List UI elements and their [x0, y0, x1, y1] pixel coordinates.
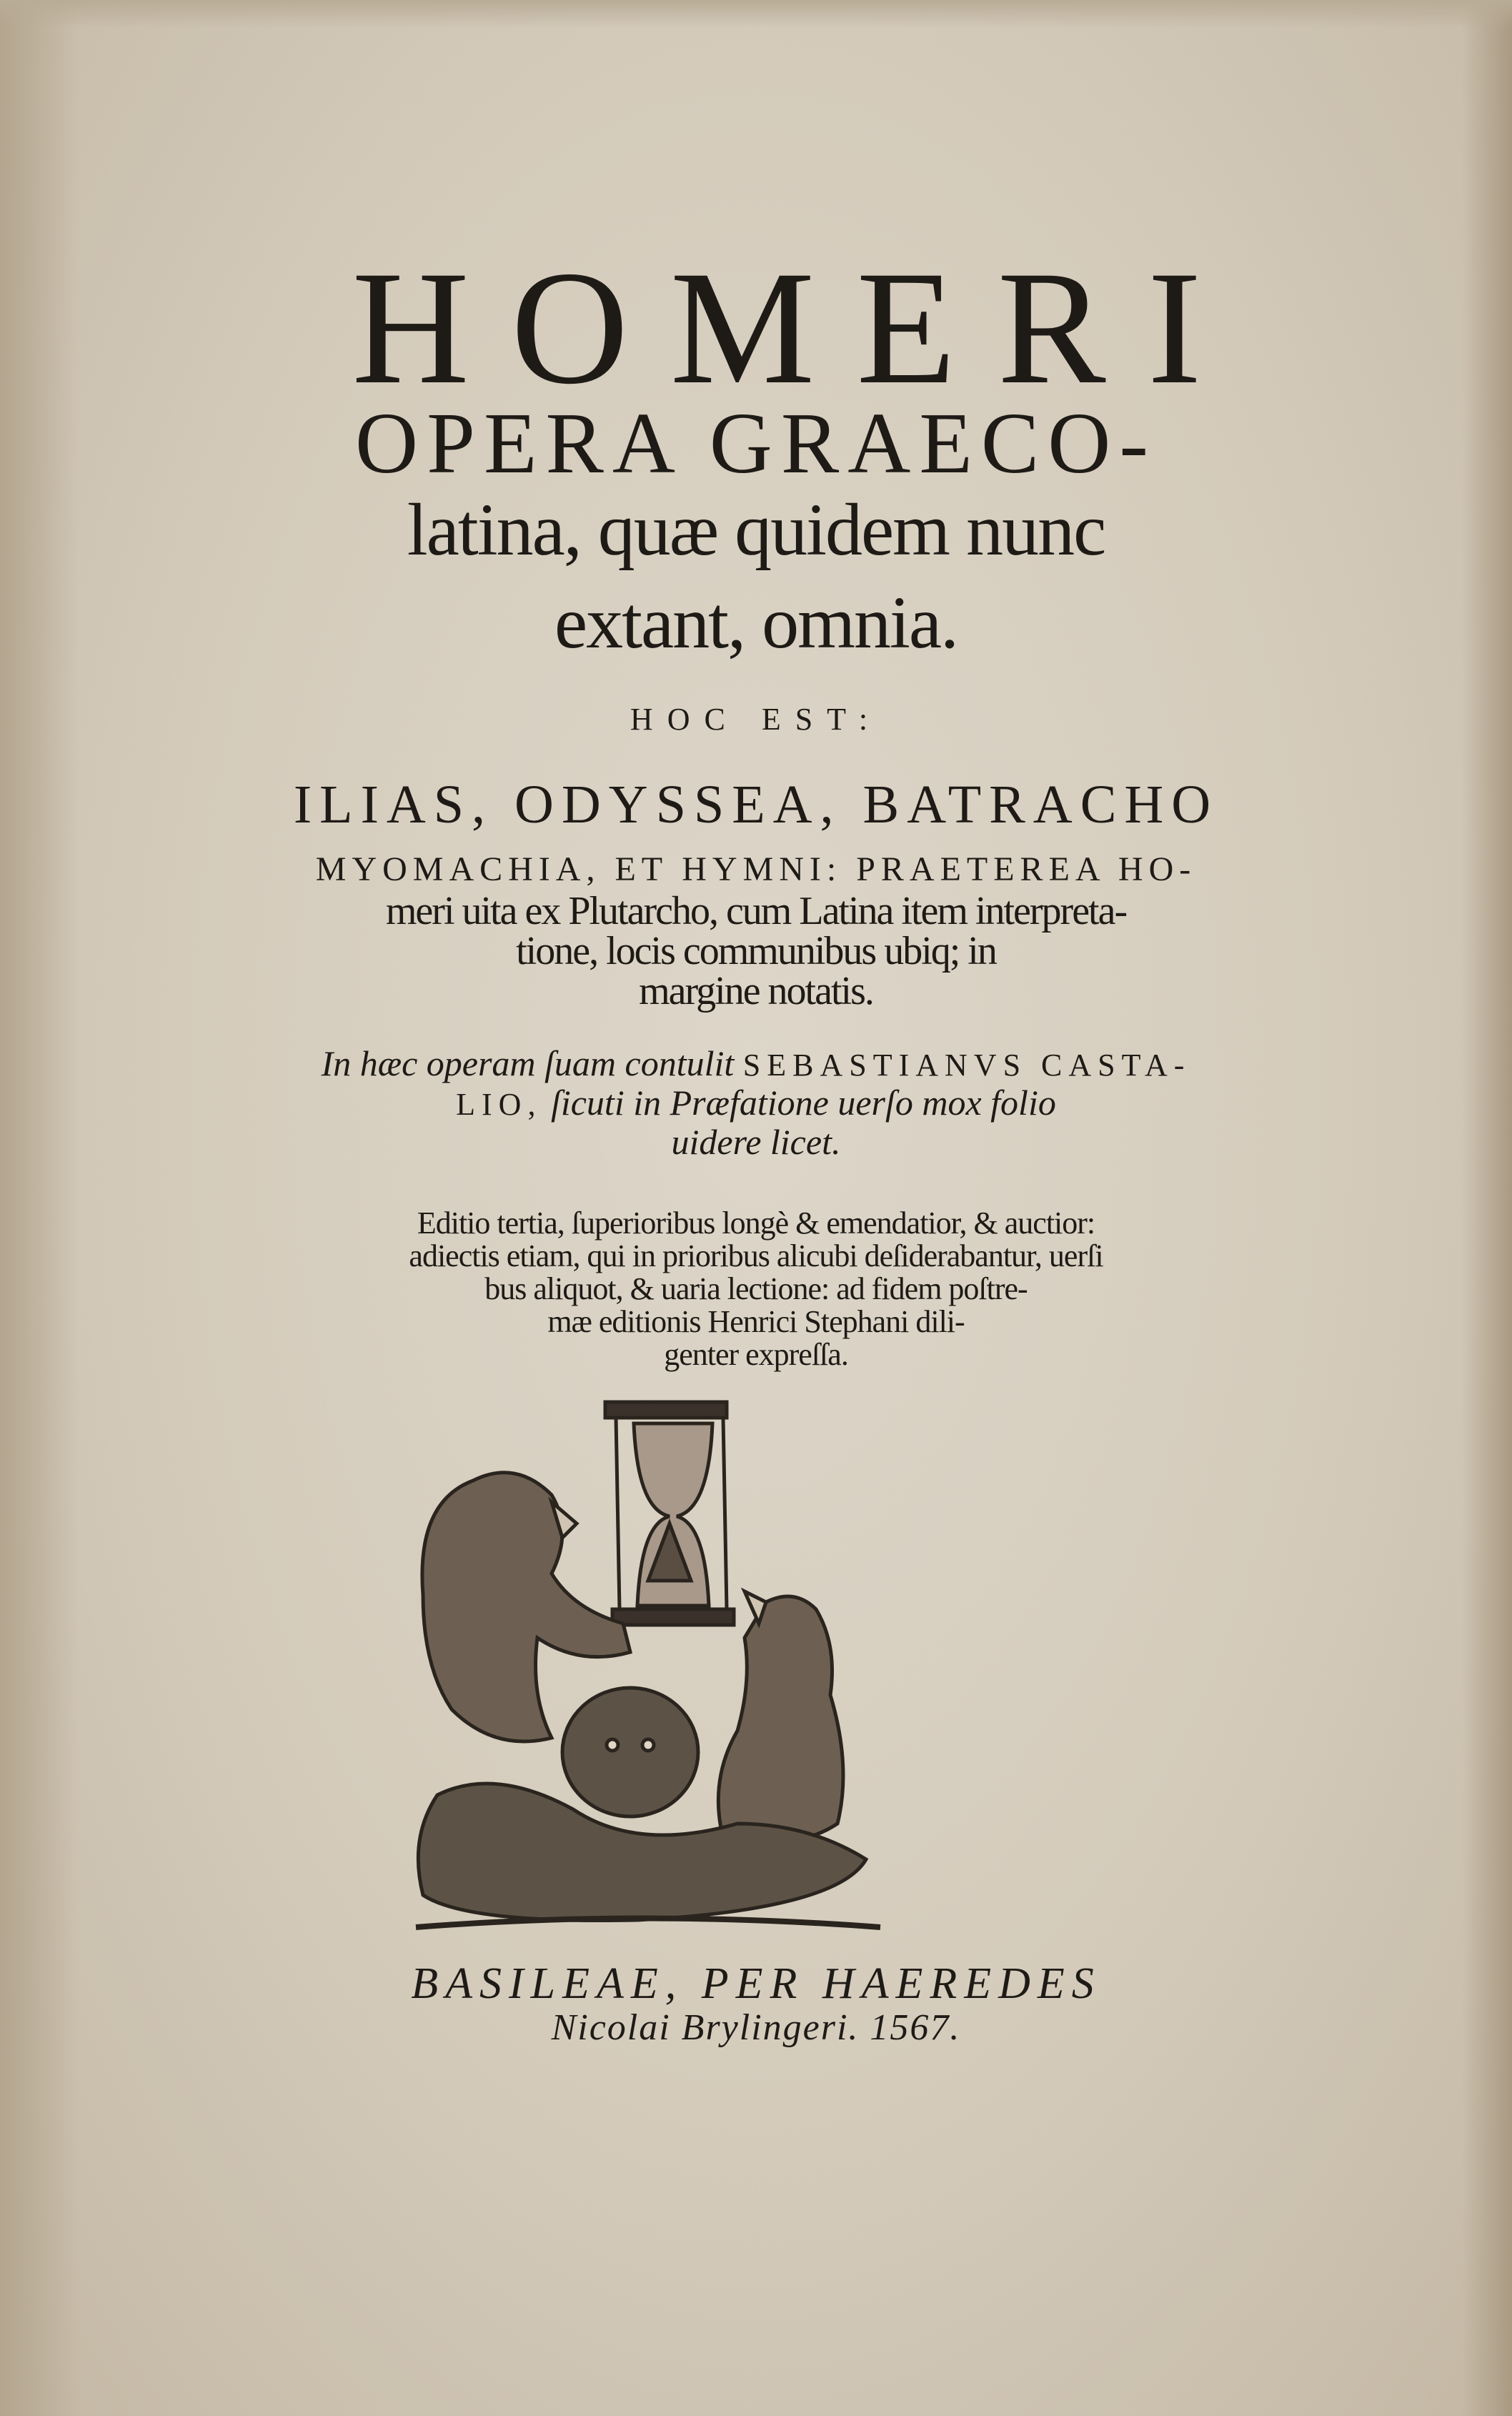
editor-line-2: [0, 1083, 1512, 1123]
subtitle-margine: margine notatis.: [639, 969, 873, 1013]
printer-device-woodcut: [409, 1395, 887, 1934]
subtitle-myomachia: MYOMACHIA, ET HYMNI: PRAETEREA HO-: [315, 850, 1197, 888]
subtitle-tione: tione, locis communibus ubiq; in: [516, 929, 996, 973]
imprint-line-1: BASILEAE, PER HAEREDES: [411, 1959, 1101, 2008]
imprint-line-2: Nicolai Brylingeri. 1567.: [551, 2007, 961, 2048]
title-extant: extant, omnia.: [554, 582, 958, 664]
editor-italic-2: ſicuti in Præfatione uerſo mox folio: [550, 1083, 1056, 1123]
edition-line: Editio tertia, ſuperioribus longè & emendatior, & auctior:: [417, 1205, 1095, 1241]
lion-right: [718, 1591, 843, 1843]
subtitle-meri: meri uita ex Plutarcho, cum Latina item interpreta-: [385, 889, 1127, 933]
edition-line: mæ editionis Henrici Stephani dili-: [547, 1304, 965, 1339]
editor-italic: In hæc operam ſuam contulit: [321, 1043, 735, 1083]
editor-name-end: LIO,: [456, 1087, 542, 1122]
edition-line: bus aliquot, & uaria lectione: ad fidem poſtre-: [484, 1271, 1028, 1306]
hourglass-icon: [605, 1402, 734, 1625]
editor-line-1: [0, 1045, 1512, 1081]
editor-line-3: uidere licet.: [671, 1122, 841, 1162]
hoc-est: HOC EST:: [630, 702, 882, 737]
edition-line: adiectis etiam, qui in prioribus alicubi deſiderabantur, uerſi: [409, 1238, 1103, 1273]
title-opera: OPERA GRAECO-: [355, 395, 1157, 492]
subtitle-ilias: ILIAS, ODYSSEA, BATRACHO: [293, 775, 1219, 835]
title-latina: latina, quæ quidem nunc: [407, 489, 1105, 571]
page-edge-shadow: [0, 0, 1512, 29]
title-homeri: HOMERI: [352, 238, 1243, 418]
editor-name: SEBASTIANVS CASTA-: [742, 1048, 1191, 1083]
edition-line: genter expreſſa.: [664, 1337, 848, 1372]
